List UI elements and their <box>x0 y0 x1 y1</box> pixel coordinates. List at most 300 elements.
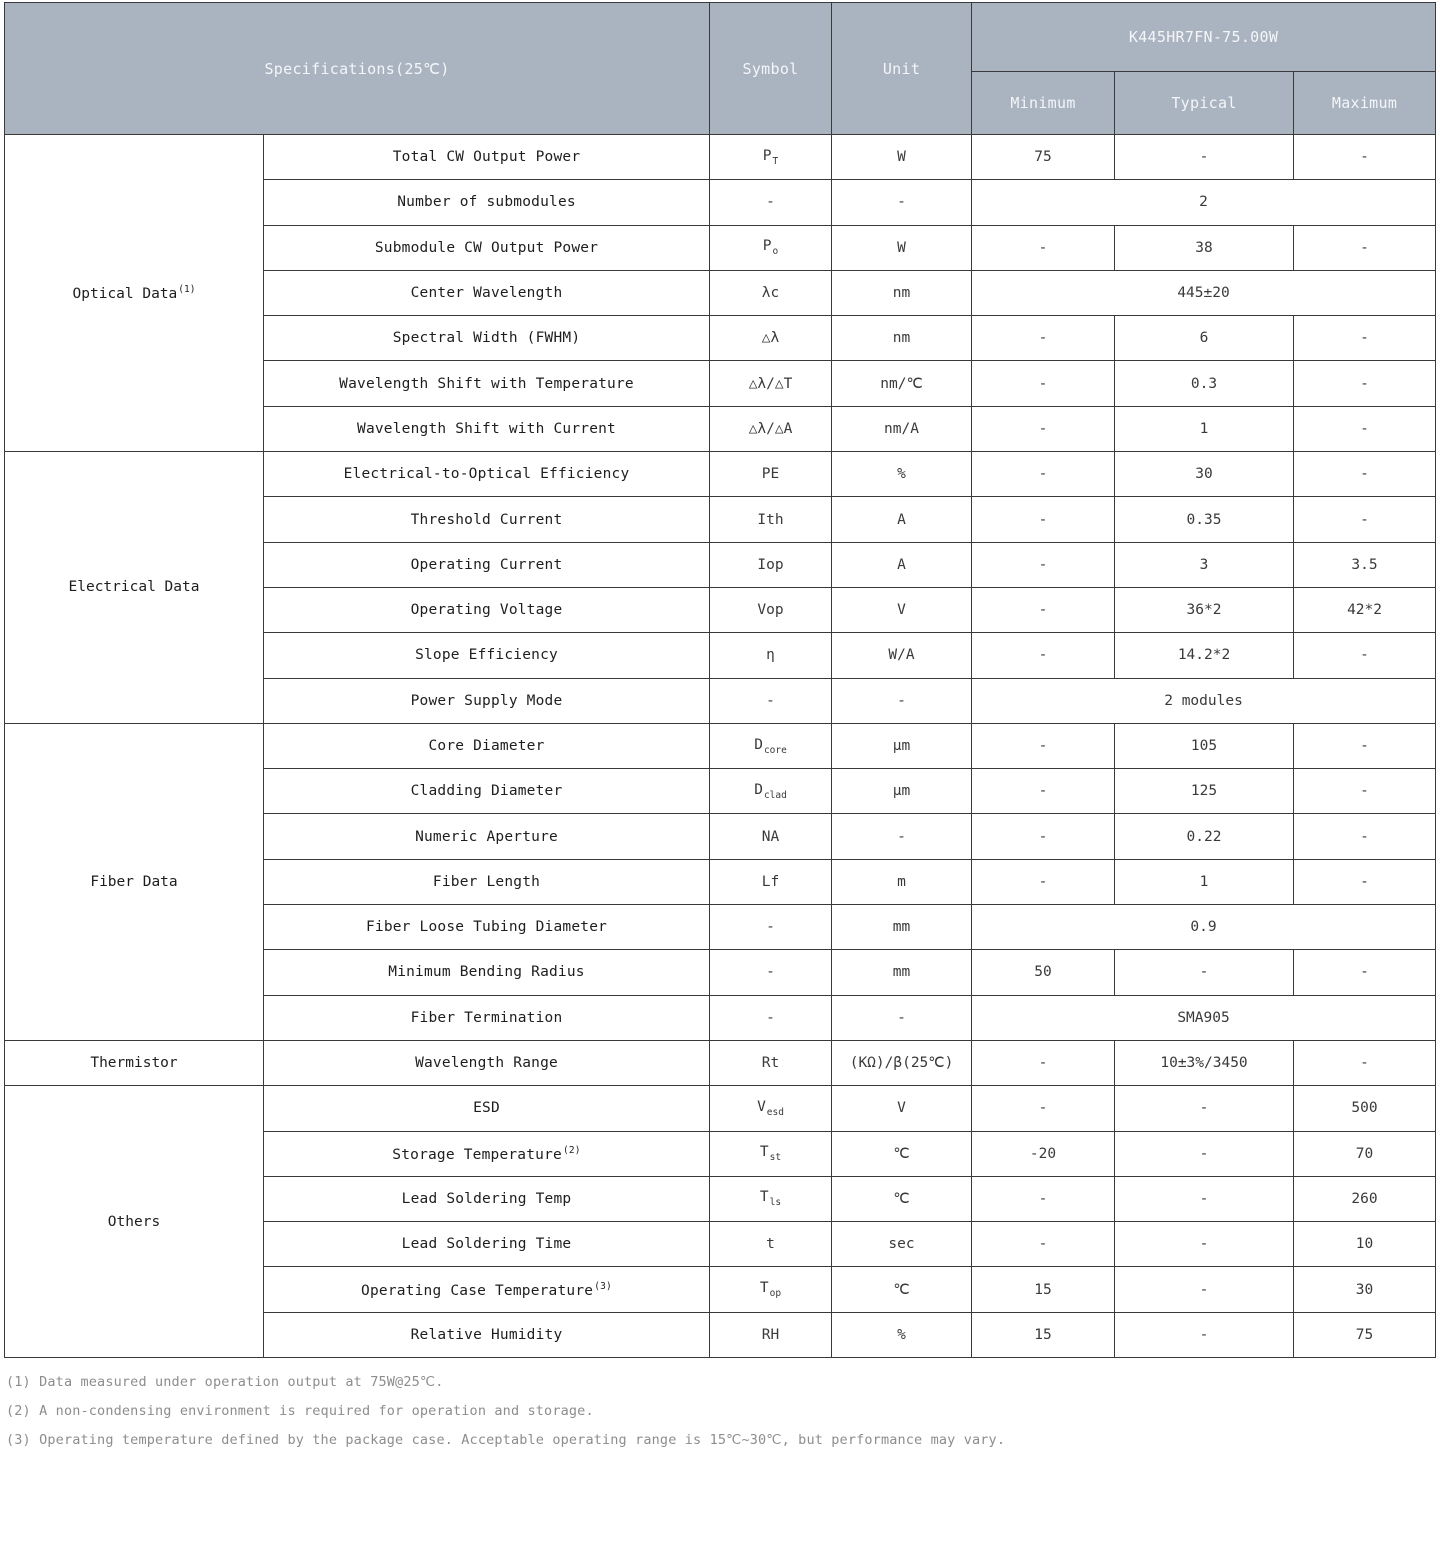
minimum-cell <box>972 542 1115 587</box>
symbol-cell-text: t <box>766 1236 775 1253</box>
minimum-cell-text: - <box>1038 511 1048 528</box>
parameter-cell-text: Operating Case Temperature <box>361 1282 594 1299</box>
typical-cell-text: - <box>1199 1236 1209 1253</box>
minimum-cell-text: - <box>1038 783 1048 800</box>
minimum-cell-text: 50 <box>1034 964 1052 981</box>
symbol-subscript: o <box>772 246 779 258</box>
symbol-cell-text: η <box>766 647 775 664</box>
unit-cell-text: % <box>897 466 906 483</box>
parameter-cell-text: Submodule CW Output Power <box>374 239 599 256</box>
unit-cell-text: % <box>897 1326 906 1343</box>
maximum-cell <box>1294 361 1436 406</box>
minimum-cell-text: - <box>1038 738 1048 754</box>
symbol-cell <box>710 542 832 587</box>
category-cell-text: Thermistor <box>90 1055 178 1072</box>
typical-cell-text: 10±3%/3450 <box>1160 1055 1248 1072</box>
symbol-cell-text: △λ <box>761 330 780 347</box>
symbol-subscript: clad <box>763 789 787 801</box>
typical-cell <box>1115 406 1294 451</box>
maximum-cell <box>1294 587 1436 632</box>
category-cell-text: Electrical Data <box>68 579 200 596</box>
merged-value-cell-text: 2 <box>1199 194 1208 211</box>
symbol-cell <box>710 270 832 315</box>
unit-cell <box>832 361 972 406</box>
typical-cell <box>1115 361 1294 406</box>
symbol-cell <box>710 950 832 995</box>
symbol-cell <box>710 769 832 814</box>
typical-cell-text: 105 <box>1190 738 1218 754</box>
header-model: K445HR7FN-75.00W <box>972 3 1436 72</box>
category-cell <box>5 1086 264 1358</box>
minimum-cell-text: - <box>1038 602 1048 619</box>
table-header <box>5 3 1436 135</box>
parameter-cell <box>264 180 710 225</box>
symbol-cell <box>710 1267 832 1312</box>
parameter-cell <box>264 950 710 995</box>
parameter-cell-text: Number of submodules <box>397 194 576 211</box>
symbol-cell <box>710 1176 832 1221</box>
symbol-cell <box>710 723 832 768</box>
parameter-cell <box>264 361 710 406</box>
typical-cell <box>1115 633 1294 678</box>
minimum-cell <box>972 859 1115 904</box>
maximum-cell-text: 10 <box>1355 1236 1374 1253</box>
minimum-cell-text: -20 <box>1029 1145 1057 1162</box>
symbol-cell <box>710 678 832 723</box>
unit-cell <box>832 497 972 542</box>
merged-value-cell <box>972 905 1436 950</box>
category-cell-text: Fiber Data <box>90 873 178 890</box>
category-cell-text: Optical Data <box>72 286 178 303</box>
parameter-cell <box>264 1176 710 1221</box>
parameter-cell-text: Center Wavelength <box>410 285 563 302</box>
unit-cell <box>832 859 972 904</box>
typical-cell-text: - <box>1199 964 1209 981</box>
typical-cell-text: 1 <box>1199 420 1209 437</box>
minimum-cell-text: - <box>1038 330 1048 347</box>
typical-cell <box>1115 723 1294 768</box>
typical-cell <box>1115 1267 1294 1312</box>
parameter-cell <box>264 135 710 180</box>
merged-value-cell <box>972 995 1436 1040</box>
unit-cell-text: μm <box>892 738 911 754</box>
unit-cell-text: A <box>897 511 906 528</box>
unit-cell-text: mm <box>892 919 911 936</box>
maximum-cell <box>1294 1131 1436 1176</box>
maximum-cell <box>1294 633 1436 678</box>
category-note: (1) <box>178 284 196 296</box>
symbol-cell-text: NA <box>761 828 780 845</box>
parameter-cell <box>264 859 710 904</box>
maximum-cell <box>1294 1222 1436 1267</box>
parameter-cell-text: Wavelength Shift with Temperature <box>339 375 634 392</box>
symbol-cell-text: Lf <box>761 873 780 890</box>
minimum-cell-text: - <box>1038 873 1048 890</box>
unit-cell-text: ℃ <box>893 1281 910 1298</box>
symbol-cell <box>710 1312 832 1357</box>
maximum-cell <box>1294 542 1436 587</box>
typical-cell-text: - <box>1199 1145 1209 1162</box>
typical-cell-text: - <box>1199 1281 1209 1298</box>
parameter-cell-text: Numeric Aperture <box>415 828 558 845</box>
unit-cell <box>832 678 972 723</box>
table-body <box>5 135 1436 1358</box>
minimum-cell-text: - <box>1038 1100 1048 1117</box>
parameter-cell <box>264 905 710 950</box>
maximum-cell <box>1294 769 1436 814</box>
header-symbol: Symbol <box>710 3 832 135</box>
maximum-cell <box>1294 723 1436 768</box>
maximum-cell-text: - <box>1360 420 1369 437</box>
typical-cell-text: 3 <box>1199 556 1209 573</box>
maximum-cell <box>1294 497 1436 542</box>
unit-cell <box>832 316 972 361</box>
parameter-cell <box>264 678 710 723</box>
symbol-cell-text: D <box>754 736 763 753</box>
minimum-cell <box>972 1086 1115 1131</box>
minimum-cell <box>972 1267 1115 1312</box>
unit-cell-text: nm <box>892 330 911 347</box>
unit-cell-text: V <box>897 602 906 619</box>
merged-value-cell <box>972 270 1436 315</box>
symbol-cell-text: T <box>759 1189 769 1206</box>
parameter-cell-text: Operating Voltage <box>410 602 563 619</box>
parameter-cell-text: Storage Temperature <box>392 1146 562 1163</box>
unit-cell <box>832 406 972 451</box>
unit-cell <box>832 452 972 497</box>
unit-cell <box>832 1131 972 1176</box>
unit-cell-text: ℃ <box>893 1190 910 1207</box>
minimum-cell <box>972 1176 1115 1221</box>
minimum-cell-text: - <box>1038 1236 1048 1253</box>
typical-cell-text: 125 <box>1190 783 1218 800</box>
unit-cell-text: W <box>897 149 906 166</box>
symbol-subscript: st <box>769 1152 782 1164</box>
unit-cell-text: W <box>897 239 906 256</box>
minimum-cell-text: 75 <box>1034 149 1052 166</box>
unit-cell-text: nm <box>892 285 911 302</box>
unit-cell-text: A <box>897 556 906 573</box>
unit-cell-text: ℃ <box>893 1145 910 1162</box>
parameter-cell-text: Fiber Length <box>432 873 541 890</box>
symbol-cell <box>710 859 832 904</box>
spec-table <box>4 2 1436 1358</box>
table-row <box>5 135 1436 180</box>
maximum-cell-text: 42*2 <box>1347 602 1382 619</box>
parameter-cell <box>264 225 710 270</box>
unit-cell <box>832 1040 972 1085</box>
minimum-cell <box>972 1312 1115 1357</box>
unit-cell <box>832 995 972 1040</box>
parameter-cell <box>264 1131 710 1176</box>
merged-value-cell-text: SMA905 <box>1177 1009 1230 1026</box>
symbol-cell-text: Rt <box>761 1055 780 1072</box>
typical-cell-text: - <box>1199 1326 1209 1343</box>
unit-cell-text: mm <box>892 964 911 981</box>
symbol-subscript: T <box>772 155 779 167</box>
symbol-cell <box>710 1131 832 1176</box>
unit-cell <box>832 1176 972 1221</box>
symbol-cell <box>710 1086 832 1131</box>
header-unit: Unit <box>832 3 972 135</box>
symbol-cell-text: Vop <box>757 602 784 619</box>
unit-cell <box>832 950 972 995</box>
parameter-cell <box>264 497 710 542</box>
typical-cell <box>1115 316 1294 361</box>
parameter-cell-text: ESD <box>473 1100 500 1117</box>
minimum-cell-text: - <box>1038 1190 1048 1207</box>
minimum-cell <box>972 361 1115 406</box>
parameter-cell-text: Lead Soldering Time <box>401 1236 572 1253</box>
symbol-cell-text: P <box>762 238 772 255</box>
unit-cell-text: μm <box>892 783 911 800</box>
header-specifications: Specifications(25℃) <box>5 3 710 135</box>
table-row <box>5 1040 1436 1085</box>
unit-cell <box>832 1222 972 1267</box>
symbol-cell <box>710 180 832 225</box>
unit-cell-text: nm/A <box>884 420 919 437</box>
maximum-cell <box>1294 316 1436 361</box>
typical-cell-text: - <box>1199 149 1209 166</box>
unit-cell-text: (KΩ)/β(25℃) <box>849 1055 954 1072</box>
maximum-cell-text: 260 <box>1351 1190 1378 1207</box>
minimum-cell <box>972 587 1115 632</box>
typical-cell <box>1115 859 1294 904</box>
merged-value-cell-text: 0.9 <box>1190 919 1217 936</box>
symbol-cell <box>710 633 832 678</box>
typical-cell-text: 0.3 <box>1190 375 1218 392</box>
minimum-cell-text: - <box>1038 1055 1048 1072</box>
parameter-cell <box>264 316 710 361</box>
symbol-cell-text: Ith <box>757 511 784 528</box>
maximum-cell-text: - <box>1360 375 1369 392</box>
symbol-cell <box>710 406 832 451</box>
merged-value-cell <box>972 180 1436 225</box>
unit-cell <box>832 180 972 225</box>
parameter-cell-text: Relative Humidity <box>410 1326 563 1343</box>
maximum-cell <box>1294 950 1436 995</box>
symbol-cell-text: - <box>766 194 775 211</box>
spec-sheet <box>4 2 1435 1459</box>
parameter-cell <box>264 1222 710 1267</box>
footnote-1: (1) Data measured under operation output at 75W@25℃. <box>6 1374 444 1391</box>
typical-cell-text: - <box>1199 1190 1209 1207</box>
maximum-cell-text: - <box>1360 738 1369 754</box>
parameter-cell-text: Core Diameter <box>428 738 545 754</box>
typical-cell-text: 1 <box>1199 873 1209 890</box>
typical-cell-text: 36*2 <box>1186 602 1222 619</box>
maximum-cell-text: - <box>1360 828 1369 845</box>
typical-cell <box>1115 950 1294 995</box>
unit-cell <box>832 905 972 950</box>
maximum-cell-text: 70 <box>1355 1145 1374 1162</box>
minimum-cell <box>972 316 1115 361</box>
minimum-cell <box>972 1040 1115 1085</box>
symbol-cell <box>710 316 832 361</box>
minimum-cell-text: - <box>1038 647 1048 664</box>
parameter-cell-text: Slope Efficiency <box>415 647 558 664</box>
maximum-cell-text: - <box>1360 783 1369 800</box>
symbol-cell <box>710 135 832 180</box>
maximum-cell <box>1294 1312 1436 1357</box>
symbol-cell-text: △λ/△A <box>748 420 793 437</box>
unit-cell <box>832 723 972 768</box>
minimum-cell-text: 15 <box>1034 1326 1052 1343</box>
typical-cell <box>1115 587 1294 632</box>
symbol-cell-text: PE <box>761 466 780 483</box>
maximum-cell <box>1294 225 1436 270</box>
parameter-cell <box>264 1312 710 1357</box>
footnotes <box>4 1372 1435 1459</box>
maximum-cell <box>1294 1176 1436 1221</box>
typical-cell <box>1115 1312 1294 1357</box>
minimum-cell <box>972 633 1115 678</box>
minimum-cell <box>972 814 1115 859</box>
maximum-cell <box>1294 859 1436 904</box>
parameter-cell-text: Wavelength Shift with Current <box>357 420 616 437</box>
merged-value-cell-text: 2 modules <box>1164 692 1243 709</box>
merged-value-cell-text: 445±20 <box>1177 285 1230 302</box>
typical-cell-text: 38 <box>1195 239 1213 256</box>
symbol-cell <box>710 587 832 632</box>
minimum-cell <box>972 452 1115 497</box>
parameter-cell-text: Electrical-to-Optical Efficiency <box>343 466 630 483</box>
symbol-cell-text: P <box>762 147 772 164</box>
symbol-cell-text: RH <box>761 1326 780 1343</box>
unit-cell <box>832 1086 972 1131</box>
parameter-cell <box>264 1086 710 1131</box>
symbol-cell <box>710 1222 832 1267</box>
parameter-cell <box>264 587 710 632</box>
table-row <box>5 452 1436 497</box>
parameter-cell <box>264 814 710 859</box>
parameter-cell-text: Fiber Termination <box>410 1009 563 1026</box>
parameter-cell-text: Total CW Output Power <box>392 149 581 166</box>
typical-cell-text: 0.35 <box>1186 511 1222 528</box>
parameter-cell-text: Operating Current <box>410 556 563 573</box>
typical-cell <box>1115 1131 1294 1176</box>
header-minimum: Minimum <box>972 72 1115 135</box>
typical-cell <box>1115 452 1294 497</box>
footnote-3: (3) Operating temperature defined by the package case. Acceptable operating range is 15℃~30℃, but performance may vary. <box>6 1432 1006 1449</box>
maximum-cell-text: 3.5 <box>1351 556 1378 573</box>
typical-cell-text: 0.22 <box>1186 828 1222 845</box>
minimum-cell <box>972 1131 1115 1176</box>
typical-cell <box>1115 1176 1294 1221</box>
typical-cell <box>1115 814 1294 859</box>
symbol-cell <box>710 814 832 859</box>
symbol-subscript: esd <box>766 1106 784 1118</box>
maximum-cell <box>1294 814 1436 859</box>
symbol-cell-text: V <box>757 1098 766 1115</box>
parameter-cell-text: Spectral Width (FWHM) <box>392 330 581 347</box>
unit-cell <box>832 270 972 315</box>
parameter-cell-text: Wavelength Range <box>415 1055 558 1072</box>
parameter-cell <box>264 270 710 315</box>
minimum-cell-text: - <box>1038 828 1048 845</box>
maximum-cell-text: - <box>1360 330 1369 347</box>
unit-cell <box>832 1267 972 1312</box>
unit-cell <box>832 814 972 859</box>
unit-cell <box>832 542 972 587</box>
typical-cell-text: - <box>1199 1100 1209 1117</box>
unit-cell-text: sec <box>888 1236 915 1253</box>
typical-cell <box>1115 542 1294 587</box>
unit-cell-text: W/A <box>888 647 915 664</box>
typical-cell-text: 14.2*2 <box>1177 647 1231 664</box>
unit-cell-text: m <box>897 873 906 890</box>
symbol-cell <box>710 497 832 542</box>
maximum-cell <box>1294 406 1436 451</box>
maximum-cell <box>1294 1086 1436 1131</box>
maximum-cell-text: - <box>1360 1055 1369 1072</box>
unit-cell-text: - <box>897 692 906 709</box>
minimum-cell-text: - <box>1038 466 1048 483</box>
parameter-cell <box>264 723 710 768</box>
table-row <box>5 1086 1436 1131</box>
symbol-cell-text: T <box>759 1144 769 1161</box>
typical-cell <box>1115 1040 1294 1085</box>
symbol-cell-text: Iop <box>757 556 784 573</box>
symbol-cell-text: T <box>759 1280 769 1297</box>
minimum-cell <box>972 1222 1115 1267</box>
parameter-cell <box>264 1040 710 1085</box>
unit-cell-text: - <box>897 1009 906 1026</box>
symbol-cell-text: - <box>766 692 775 709</box>
minimum-cell <box>972 225 1115 270</box>
typical-cell <box>1115 497 1294 542</box>
maximum-cell-text: 30 <box>1355 1281 1374 1298</box>
unit-cell <box>832 587 972 632</box>
typical-cell <box>1115 1086 1294 1131</box>
maximum-cell-text: 75 <box>1355 1326 1374 1343</box>
typical-cell-text: 30 <box>1195 466 1213 483</box>
unit-cell-text: - <box>897 828 906 845</box>
symbol-cell <box>710 995 832 1040</box>
minimum-cell <box>972 950 1115 995</box>
symbol-cell <box>710 361 832 406</box>
parameter-cell-text: Threshold Current <box>410 511 563 528</box>
maximum-cell-text: - <box>1360 149 1369 166</box>
header-maximum: Maximum <box>1294 72 1436 135</box>
header-typical: Typical <box>1115 72 1294 135</box>
parameter-cell <box>264 406 710 451</box>
minimum-cell-text: - <box>1038 375 1048 392</box>
unit-cell-text: nm/℃ <box>880 375 923 392</box>
symbol-subscript: core <box>763 744 787 756</box>
minimum-cell <box>972 497 1115 542</box>
parameter-cell <box>264 633 710 678</box>
unit-cell <box>832 225 972 270</box>
parameter-cell-text: Cladding Diameter <box>410 783 563 800</box>
parameter-cell-text: Fiber Loose Tubing Diameter <box>365 919 608 936</box>
symbol-cell <box>710 1040 832 1085</box>
symbol-cell-text: - <box>766 964 775 981</box>
unit-cell <box>832 769 972 814</box>
symbol-cell-text: - <box>766 919 775 936</box>
maximum-cell <box>1294 1040 1436 1085</box>
category-cell <box>5 1040 264 1085</box>
typical-cell <box>1115 1222 1294 1267</box>
typical-cell <box>1115 225 1294 270</box>
minimum-cell-text: - <box>1038 239 1048 256</box>
maximum-cell-text: - <box>1360 466 1369 483</box>
unit-cell <box>832 135 972 180</box>
typical-cell-text: 6 <box>1199 330 1209 347</box>
parameter-cell <box>264 452 710 497</box>
unit-cell-text: V <box>897 1100 906 1117</box>
merged-value-cell <box>972 678 1436 723</box>
